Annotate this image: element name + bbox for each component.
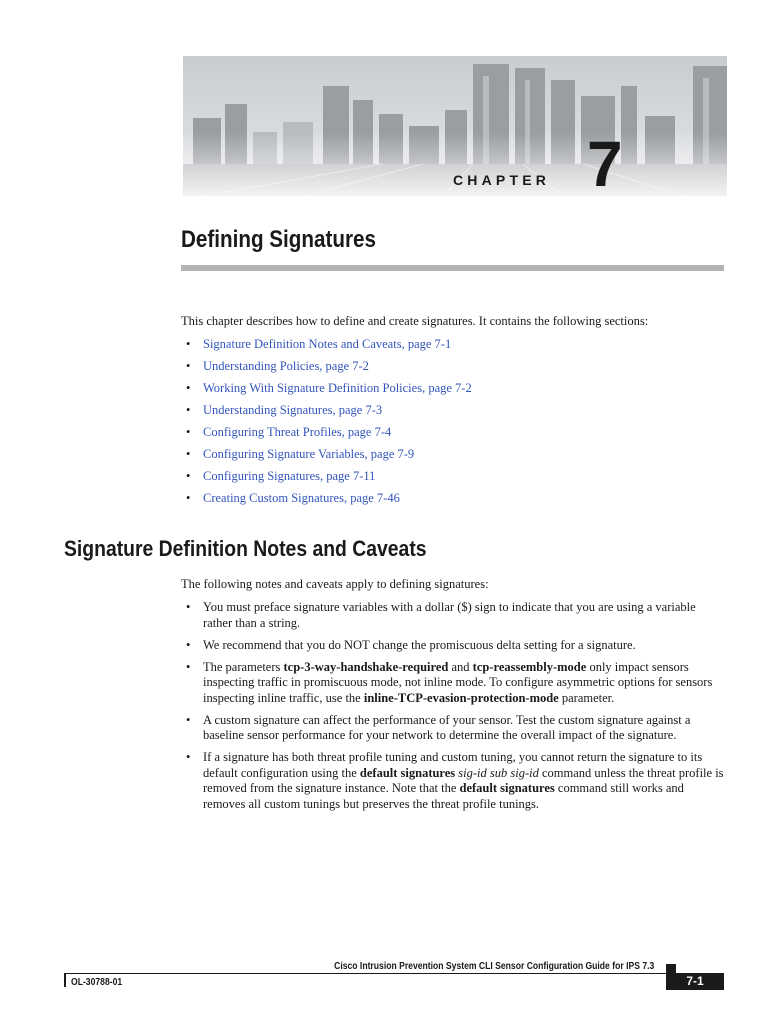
note-item [186,713,726,744]
note-text: We recommend that you do NOT change the promiscuous delta setting for a signature. [203,637,636,652]
chapter-intro: This chapter describes how to define and create signatures. It contains the following sections: [181,314,649,328]
command-argument: sig-id sub sig-id [458,765,539,780]
bullet: • [186,600,191,614]
toc-link[interactable]: Understanding Signatures, page 7-3 [203,403,383,417]
toc-link[interactable]: Creating Custom Signatures, page 7-46 [203,491,400,505]
bullet: • [186,381,191,395]
bullet: • [186,337,191,351]
page-number: 7-1 [666,973,724,990]
note-text: and [448,659,473,674]
toc-link[interactable]: Working With Signature Definition Policies, page 7-2 [203,381,472,395]
note-text: A custom signature can affect the performance of your sensor. Test the custom signature against a baseline sensor performance for your network to determine the overall impact of the signature. [203,712,691,742]
parameter-name: tcp-3-way-handshake-required [283,659,449,674]
bullet: • [186,659,191,674]
footer-tick [64,973,66,987]
notes-list [186,600,726,819]
toc-link[interactable]: Understanding Policies, page 7-2 [203,359,369,373]
parameter-name: inline-TCP-evasion-protection-mode [363,690,559,705]
section-heading: Signature Definition Notes and Caveats [64,536,427,561]
list-item [186,490,472,512]
list-item [186,468,472,490]
chapter-label: CHAPTER [453,172,551,188]
section-intro: The following notes and caveats apply to defining signatures: [181,577,489,591]
bullet: • [186,637,191,652]
note-item [186,600,726,631]
bullet: • [186,425,191,439]
note-item [186,660,726,707]
bullet: • [186,359,191,373]
page-title: Defining Signatures [181,226,376,253]
footer-rule [64,973,724,974]
list-item [186,424,472,446]
bullet: • [186,750,191,764]
bullet: • [186,447,191,461]
footer-doc-number: OL-30788-01 [71,977,123,988]
toc-link[interactable]: Configuring Signatures, page 7-11 [203,469,376,483]
toc-link[interactable]: Configuring Threat Profiles, page 7-4 [203,425,392,439]
note-text: The parameters [203,659,284,674]
bullet: • [186,403,191,417]
note-text: command still works and removes all custom tunings but preserves the threat profile tunings. [203,781,684,811]
bullet: • [186,469,191,483]
note-text: parameter. [558,690,615,705]
command-name: default signatures [359,765,456,780]
toc-link[interactable]: Configuring Signature Variables, page 7-9 [203,447,415,461]
command-name: default signatures [459,781,555,795]
title-rule [181,265,724,271]
list-item [186,358,472,380]
footer-guide-title: Cisco Intrusion Prevention System CLI Sensor Configuration Guide for IPS 7.3 [333,961,654,972]
list-item [186,402,472,424]
bullet: • [186,712,191,727]
note-item [186,638,726,654]
list-item [186,380,472,402]
toc-link[interactable]: Signature Definition Notes and Caveats, page 7-1 [203,337,452,351]
parameter-name: tcp-reassembly-mode [472,659,587,674]
note-text: You must preface signature variables with a dollar ($) sign to indicate that you are using a variable rather than a string. [203,600,696,630]
section-list [186,336,472,512]
list-item [186,336,472,358]
note-text: only impact sensors inspecting traffic in promiscuous mode, not inline mode. To configure asymmetric options for sensors inspecting inline traffic, use the [203,659,713,705]
note-text: command unless the threat profile is removed from the signature instance. Note that the [203,765,724,795]
note-item [186,750,726,812]
list-item [186,446,472,468]
chapter-number: 7 [587,128,623,200]
note-text: If a signature has both threat profile tuning and custom tuning, you cannot return the signature to its default configuration using the [203,750,703,780]
bullet: • [186,491,191,505]
